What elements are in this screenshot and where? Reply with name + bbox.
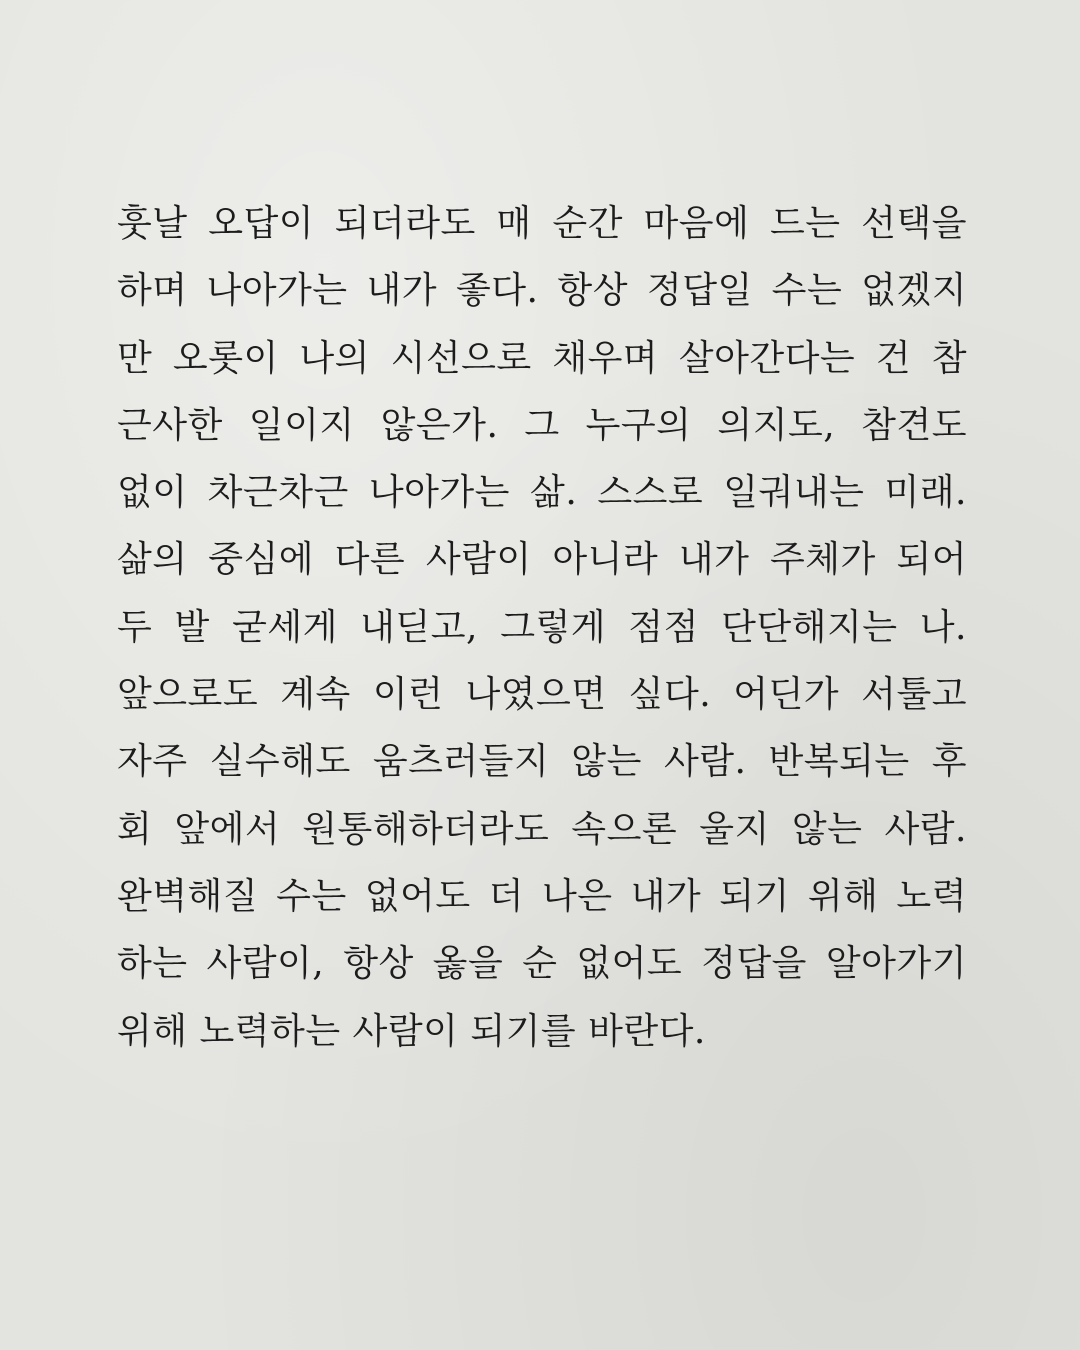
essay-line: 완벽해질 수는 없어도 더 나은 내가 되기 위해 노력 xyxy=(117,875,967,917)
essay-line: 근사한 일이지 않은가. 그 누구의 의지도, 참견도 xyxy=(117,404,967,446)
essay-line: 두 발 굳세게 내딛고, 그렇게 점점 단단해지는 나. xyxy=(117,606,967,648)
essay-line: 훗날 오답이 되더라도 매 순간 마음에 드는 선택을 xyxy=(117,203,967,244)
essay-line: 만 오롯이 나의 시선으로 채우며 살아간다는 건 참 xyxy=(117,337,967,379)
essay-line: 위해 노력하는 사람이 되기를 바란다. xyxy=(117,1010,706,1052)
essay-line: 하는 사람이, 항상 옳을 순 없어도 정답을 알아가기 xyxy=(117,943,967,985)
essay-line: 삶의 중심에 다른 사람이 아니라 내가 주체가 되어 xyxy=(117,539,967,581)
essay-line: 회 앞에서 원통해하더라도 속으론 울지 않는 사람. xyxy=(117,808,967,850)
essay-text-block xyxy=(117,190,967,1065)
essay-line: 없이 차근차근 나아가는 삶. 스스로 일궈내는 미래. xyxy=(117,472,967,514)
essay-line: 앞으로도 계속 이런 나였으면 싶다. 어딘가 서툴고 xyxy=(117,674,967,716)
essay-line: 자주 실수해도 움츠러들지 않는 사람. 반복되는 후 xyxy=(117,741,967,783)
essay-line: 하며 나아가는 내가 좋다. 항상 정답일 수는 없겠지 xyxy=(117,270,967,312)
